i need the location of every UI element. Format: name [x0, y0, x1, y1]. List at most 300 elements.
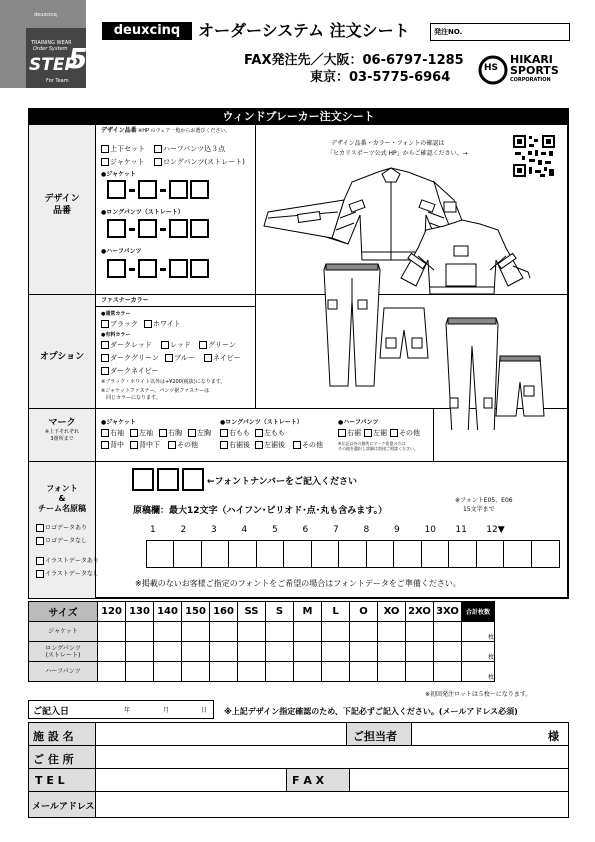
design-option-3-label: ジャケット [110, 158, 145, 166]
checkbox[interactable] [101, 341, 109, 349]
mark-sub-1: ※上下それぞれ [44, 429, 80, 435]
confirm-note-2: 「ヒカリスポーツ公式 HP」からご確認ください。→ [327, 150, 468, 157]
long-pants-front-drawing [324, 264, 380, 386]
fastener-label: ファスナーカラー [101, 297, 149, 304]
color-black[interactable] [101, 320, 138, 329]
mark-right-chest-label: 右胸 [168, 429, 182, 437]
font-number-2[interactable] [157, 468, 179, 491]
checkbox[interactable] [220, 429, 228, 437]
for-team: For Team [46, 78, 69, 84]
size-col: 3XO [434, 602, 462, 622]
mark-jacket-other[interactable] [168, 441, 198, 450]
mark-left-sleeve-label: 左袖 [139, 429, 153, 437]
checkbox[interactable] [144, 320, 152, 328]
char-cell-divider [338, 540, 339, 568]
qty-cell[interactable] [406, 662, 434, 682]
paid-colors-label: ●有料カラー [101, 332, 131, 338]
char-cell-divider [311, 540, 312, 568]
checkbox[interactable] [101, 429, 109, 437]
mark-label: マーク [48, 418, 76, 428]
training-wear: TRAINING WEAR [31, 40, 72, 46]
checkbox[interactable] [338, 429, 346, 437]
fax-tokyo: 東京：03-5775-6964 [310, 70, 451, 85]
qty-cell[interactable] [238, 622, 266, 642]
email-label: メールアドレス [32, 802, 95, 812]
size-col: 160 [210, 602, 238, 622]
order-number-label: 発注NO. [434, 28, 463, 36]
design-long-label: ●ロングパンツ（ストレート） [101, 209, 184, 216]
checkbox[interactable] [101, 441, 109, 449]
checkbox[interactable] [101, 158, 109, 166]
char-cell-divider [421, 540, 422, 568]
order-system-label: Order System [33, 46, 68, 52]
mark-half-other[interactable] [390, 429, 420, 438]
address-label: ご 住 所 [33, 753, 74, 766]
row-label-half: ハーフパンツ [29, 662, 98, 682]
confirm-note-1: デザイン品番・カラー・フォントの確認は [331, 140, 445, 147]
size-col: XO [378, 602, 406, 622]
size-col: 130 [126, 602, 154, 622]
row-label-jacket: ジャケット [29, 622, 98, 642]
long-pants-back-drawing [446, 318, 498, 430]
checkbox[interactable] [101, 367, 109, 375]
page-title: オーダーシステム 注文シート [198, 21, 410, 40]
logo-data-yes[interactable] [36, 524, 87, 533]
design-option-2-label: ハーフパンツ込３点 [163, 145, 226, 153]
entry-date-field[interactable] [28, 700, 214, 719]
mark-right-hem-label: 右裾 [347, 429, 361, 437]
design-option-4[interactable] [154, 158, 245, 167]
design-option-1-label: 上下セット [110, 145, 145, 153]
size-col: SS [238, 602, 266, 622]
windbreaker-illustration [258, 160, 563, 430]
manuscript-table [146, 524, 595, 536]
logo-data-yes-label: ロゴデータあり [45, 524, 88, 532]
qty-cell[interactable] [154, 662, 182, 682]
order-number-field[interactable] [430, 23, 570, 41]
mark-long-other[interactable] [293, 441, 323, 450]
design-items-label: デザイン品番 [101, 127, 137, 134]
mark-right-hem-back-label: 右裾後 [229, 441, 250, 449]
qty-cell[interactable] [434, 642, 462, 662]
dash [160, 189, 166, 192]
mark-left-hem-back-label: 左裾後 [264, 441, 285, 449]
design-option-3[interactable] [101, 158, 145, 167]
mark-left-hem-back[interactable] [255, 441, 285, 450]
checkbox[interactable] [255, 429, 263, 437]
option-section-label: オプション [39, 352, 85, 362]
mark-back[interactable] [101, 441, 124, 450]
color-navy-label: ネイビー [213, 354, 241, 362]
checkbox[interactable] [101, 145, 109, 153]
color-white-label: ホワイト [153, 320, 181, 328]
checkbox[interactable] [36, 570, 44, 578]
spacer [95, 294, 255, 295]
total-half[interactable]: 枚 [462, 662, 495, 682]
half-code-1[interactable] [107, 259, 126, 278]
hikari-top: HIKARI [510, 53, 553, 66]
qty-cell[interactable] [266, 622, 294, 642]
font-number-prompt: ←フォントナンバーをご記入ください [207, 477, 358, 487]
person-field[interactable] [412, 723, 542, 745]
qty-cell[interactable] [350, 622, 378, 642]
qty-cell[interactable] [210, 662, 238, 682]
char-number: 9 [394, 525, 400, 535]
illus-data-no[interactable] [36, 570, 99, 579]
email-field[interactable] [96, 792, 568, 817]
qty-cell[interactable] [350, 662, 378, 682]
qty-cell[interactable] [210, 642, 238, 662]
qty-cell[interactable] [378, 662, 406, 682]
qty-cell[interactable] [210, 622, 238, 642]
illus-data-yes-label: イラストデータあり [45, 557, 99, 565]
mark-left-sleeve[interactable] [130, 429, 153, 438]
qty-cell[interactable] [182, 622, 210, 642]
hikari-mid: SPORTS [510, 64, 559, 77]
qty-cell[interactable] [350, 642, 378, 662]
checkbox[interactable] [220, 441, 228, 449]
checkbox[interactable] [199, 341, 207, 349]
char-number: 4 [241, 525, 248, 535]
char-cell-divider [393, 540, 394, 568]
color-blue[interactable] [165, 354, 195, 363]
mark-left-hem-label: 左裾 [373, 429, 387, 437]
qty-cell[interactable] [406, 622, 434, 642]
qty-cell[interactable] [406, 642, 434, 662]
color-dark-red[interactable] [101, 341, 152, 350]
char-number: 3 [211, 525, 217, 535]
qty-cell[interactable] [294, 622, 322, 642]
address-field[interactable] [96, 746, 568, 768]
mark-long-other-label: その他 [302, 441, 323, 449]
char-cell-divider [448, 540, 449, 568]
mark-long-label: ●ロングパンツ（ストレート） [220, 419, 303, 426]
qty-cell[interactable] [126, 642, 154, 662]
char-number: 1 [150, 525, 156, 535]
char-cell-divider [476, 540, 477, 568]
logo-data-no[interactable] [36, 537, 87, 546]
font-label-1: フォント [46, 484, 78, 493]
dash [129, 189, 135, 192]
dash [129, 228, 135, 231]
char-cell-divider [283, 540, 284, 568]
divider-mark [29, 461, 567, 462]
qty-cell[interactable] [182, 642, 210, 662]
char-cell-divider [228, 540, 229, 568]
qty-cell[interactable] [322, 622, 350, 642]
mark-right-chest[interactable] [159, 429, 182, 438]
jacket-left-arm [264, 200, 344, 238]
qty-cell[interactable] [126, 662, 154, 682]
step-logo [0, 0, 86, 88]
char-cell-divider [366, 540, 367, 568]
mark-right-hem[interactable] [338, 429, 361, 438]
mark-left-chest[interactable] [188, 429, 211, 438]
fax-osaka: FAX発注先／大阪：06-6797-1285 [244, 53, 464, 68]
option-note-1: ※ブラック・ホワイト以外は+¥200(税抜)になります。 [101, 379, 226, 385]
qty-cell[interactable] [238, 642, 266, 662]
qty-cell[interactable] [378, 622, 406, 642]
size-col: O [350, 602, 378, 622]
size-col: 120 [98, 602, 126, 622]
mark-right-sleeve[interactable] [101, 429, 124, 438]
e05-note-1: ※フォントE05、E06 [455, 497, 513, 504]
manuscript-grid [146, 524, 595, 536]
checkbox[interactable] [188, 429, 196, 437]
char-number: 11 [455, 525, 467, 535]
entry-date-label: ご記入日 [33, 707, 70, 717]
checkbox[interactable] [130, 441, 138, 449]
qty-cell[interactable] [266, 642, 294, 662]
char-number-blank [541, 524, 568, 536]
manuscript-numbers-row [146, 524, 595, 536]
mark-right-hem-back[interactable] [220, 441, 250, 450]
size-row-jacket [29, 622, 495, 642]
char-number: 5 [272, 525, 278, 535]
manuscript-cells [146, 540, 560, 568]
size-label: サイズ [29, 602, 98, 622]
jacket-code-3[interactable] [169, 180, 188, 199]
design-items-note: ※HP のウェア一覧からお選びください。 [138, 128, 231, 134]
size-table-wrap [28, 601, 495, 682]
sheet-title: ウィンドブレーカー注文シート [29, 109, 568, 125]
char-cell-divider [256, 540, 257, 568]
total-label: 合計枚数 [462, 602, 495, 622]
mark-left-thigh-label: 左もも [264, 429, 285, 437]
char-number: 8 [363, 525, 370, 535]
size-row-long [29, 642, 495, 662]
step-number: 5 [68, 42, 88, 75]
checkbox[interactable] [161, 341, 169, 349]
checkbox[interactable] [36, 537, 44, 545]
char-number-blank [514, 524, 541, 536]
char-number: 12▼ [486, 525, 505, 535]
qty-cell[interactable] [322, 662, 350, 682]
option-note-2: ※ジャケットファスナー、パンツ裾ファスナーは [101, 388, 210, 394]
qty-cell[interactable] [378, 642, 406, 662]
checkbox[interactable] [154, 158, 162, 166]
checkbox[interactable] [168, 441, 176, 449]
color-green[interactable] [199, 341, 236, 350]
mark-left-chest-label: 左胸 [197, 429, 211, 437]
long-code-2[interactable] [138, 219, 157, 238]
font-number-1[interactable] [132, 468, 154, 491]
design-label-line1: デザイン [44, 194, 80, 204]
deuxcinq-logo: deuxcinq [102, 22, 192, 40]
checkbox[interactable] [390, 429, 398, 437]
lot-note: ※初回発注ロットは５枚〜になります。 [425, 691, 532, 698]
char-number-blank [568, 524, 595, 536]
row-label-long: ロングパンツ (ストレート) [29, 642, 98, 662]
qty-cell[interactable] [154, 622, 182, 642]
design-section-label [29, 193, 95, 217]
entry-month: 月 [163, 707, 170, 714]
design-half-label: ●ハーフパンツ [101, 248, 142, 255]
color-dark-green[interactable] [101, 354, 159, 363]
mark-right-thigh-label: 右もも [229, 429, 250, 437]
jacket-code-1[interactable] [107, 180, 126, 199]
long-code-1[interactable] [107, 219, 126, 238]
qty-cell[interactable] [182, 662, 210, 682]
color-white[interactable] [144, 320, 181, 329]
char-number: 10 [424, 525, 436, 535]
color-red-label: レッド [170, 341, 191, 349]
qty-cell[interactable] [322, 642, 350, 662]
color-green-label: グリーン [208, 341, 236, 349]
size-col: L [322, 602, 350, 622]
color-dark-green-label: ダークグリーン [110, 354, 159, 362]
size-table [28, 601, 495, 682]
half-pants-front-drawing [380, 308, 428, 358]
mark-divider [433, 408, 434, 461]
char-number: 7 [333, 525, 339, 535]
mark-jacket-other-label: その他 [177, 441, 198, 449]
qty-cell[interactable] [98, 642, 126, 662]
mark-left-hem[interactable] [364, 429, 387, 438]
color-navy[interactable] [204, 354, 241, 363]
tel-label: T E L [35, 774, 65, 787]
dash [160, 268, 166, 271]
checkbox[interactable] [293, 441, 301, 449]
mark-half-label: ●ハーフパンツ [338, 419, 379, 426]
size-col: 2XO [406, 602, 434, 622]
jacket-code-2[interactable] [138, 180, 157, 199]
qty-cell[interactable] [266, 662, 294, 682]
hs-emblem-text: HS [484, 63, 499, 73]
font-label-2: & [58, 494, 66, 503]
qty-cell[interactable] [98, 662, 126, 682]
total-jacket[interactable]: 枚 [462, 622, 495, 642]
normal-colors-label: ●通常カラー [101, 311, 131, 317]
mark-half-note-2: その他を選択し詳細は別途ご相談ください。 [338, 446, 418, 451]
half-code-3[interactable] [169, 259, 188, 278]
checkbox[interactable] [130, 429, 138, 437]
total-long[interactable]: 枚 [462, 642, 495, 662]
mark-section-label [29, 418, 95, 443]
font-bottom-note: ※掲載のないお客様ご指定のフォントをご希望の場合はフォントデータをご準備ください。 [135, 579, 461, 588]
char-cell-divider [503, 540, 504, 568]
fastener-divider [95, 306, 255, 307]
mark-right-sleeve-label: 右袖 [110, 429, 124, 437]
mark-half-note [338, 441, 418, 451]
hikari-logo [478, 53, 573, 87]
hikari-bottom: CORPORATION [510, 77, 551, 83]
qty-cell[interactable] [434, 662, 462, 682]
half-code-4[interactable] [190, 259, 209, 278]
long-code-4[interactable] [190, 219, 209, 238]
person-label: ご担当者 [353, 730, 397, 743]
mark-back-lower-label: 背中下 [139, 441, 160, 449]
color-black-label: ブラック [110, 320, 138, 328]
checkbox[interactable] [36, 557, 44, 565]
size-row-half [29, 662, 495, 682]
char-cell-divider [201, 540, 202, 568]
char-cell-divider [531, 540, 532, 568]
checkbox[interactable] [204, 354, 212, 362]
checkbox[interactable] [154, 145, 162, 153]
checkbox[interactable] [165, 354, 173, 362]
mark-half-other-label: その他 [399, 429, 420, 437]
step-label: STEP [29, 55, 77, 75]
vertical-divider [255, 125, 256, 408]
qty-cell[interactable] [238, 662, 266, 682]
font-section-label [29, 484, 95, 514]
char-cell-divider [173, 540, 174, 568]
font-label-3: チーム名原稿 [38, 504, 86, 513]
mark-right-thigh[interactable] [220, 429, 250, 438]
design-label-line2: 品番 [52, 206, 71, 216]
manuscript-label: 原稿欄：最大12文字（ハイフン･ピリオド･点･丸も含みます。） [133, 506, 388, 516]
qty-cell[interactable] [98, 622, 126, 642]
dash [160, 228, 166, 231]
half-pants-back-drawing [496, 356, 544, 416]
half-code-2[interactable] [138, 259, 157, 278]
entry-day: 日 [201, 707, 208, 714]
design-option-4-label: ロングパンツ(ストレート) [163, 158, 245, 166]
checkbox[interactable] [36, 524, 44, 532]
char-number: 6 [302, 525, 309, 535]
size-col: S [266, 602, 294, 622]
color-red[interactable] [161, 341, 191, 350]
fax-field[interactable] [350, 769, 568, 791]
design-option-2[interactable] [154, 145, 225, 154]
jacket-code-4[interactable] [190, 180, 209, 199]
size-col: M [294, 602, 322, 622]
checkbox[interactable] [101, 320, 109, 328]
mark-back-label: 背中 [110, 441, 124, 449]
size-col: 150 [182, 602, 210, 622]
color-dark-navy-label: ダークネイビー [110, 367, 159, 375]
size-header-row [29, 602, 495, 622]
checkbox[interactable] [255, 441, 263, 449]
logo-small-brand: deuxcinq [34, 12, 57, 18]
qty-cell[interactable] [294, 662, 322, 682]
tel-field[interactable] [96, 769, 286, 791]
checkbox[interactable] [364, 429, 372, 437]
checkbox[interactable] [159, 429, 167, 437]
illus-data-yes[interactable] [36, 557, 99, 566]
design-option-1[interactable] [101, 145, 145, 154]
qty-cell[interactable] [294, 642, 322, 662]
option-note-3: 同じカラーになります。 [101, 395, 161, 401]
color-dark-red-label: ダークレッド [110, 341, 152, 349]
color-dark-navy[interactable] [101, 367, 159, 376]
mark-jacket-label: ●ジャケット [101, 419, 136, 426]
fax-label: F A X [292, 774, 325, 787]
logo-data-no-label: ロゴデータなし [45, 537, 88, 545]
checkbox[interactable] [101, 354, 109, 362]
dash [129, 268, 135, 271]
mark-left-thigh[interactable] [255, 429, 285, 438]
facility-label: 施 設 名 [33, 730, 74, 743]
char-number: 2 [180, 525, 187, 535]
facility-field[interactable] [96, 723, 346, 745]
illus-data-no-label: イラストデータなし [45, 570, 99, 578]
size-col: 140 [154, 602, 182, 622]
font-number-3[interactable] [182, 468, 204, 491]
entry-note: ※上記デザイン指定確認のため、下記必ずご記入ください。(メールアドレス必須) [224, 707, 518, 716]
qty-cell[interactable] [154, 642, 182, 662]
mark-back-lower[interactable] [130, 441, 160, 450]
color-blue-label: ブルー [174, 354, 195, 362]
design-jacket-label: ●ジャケット [101, 171, 136, 178]
e05-note-2: 15文字まで [463, 506, 495, 513]
long-code-3[interactable] [169, 219, 188, 238]
qty-cell[interactable] [126, 622, 154, 642]
entry-year: 年 [124, 707, 131, 714]
qty-cell[interactable] [434, 622, 462, 642]
mark-sub-2: 3箇所まで [50, 436, 74, 442]
